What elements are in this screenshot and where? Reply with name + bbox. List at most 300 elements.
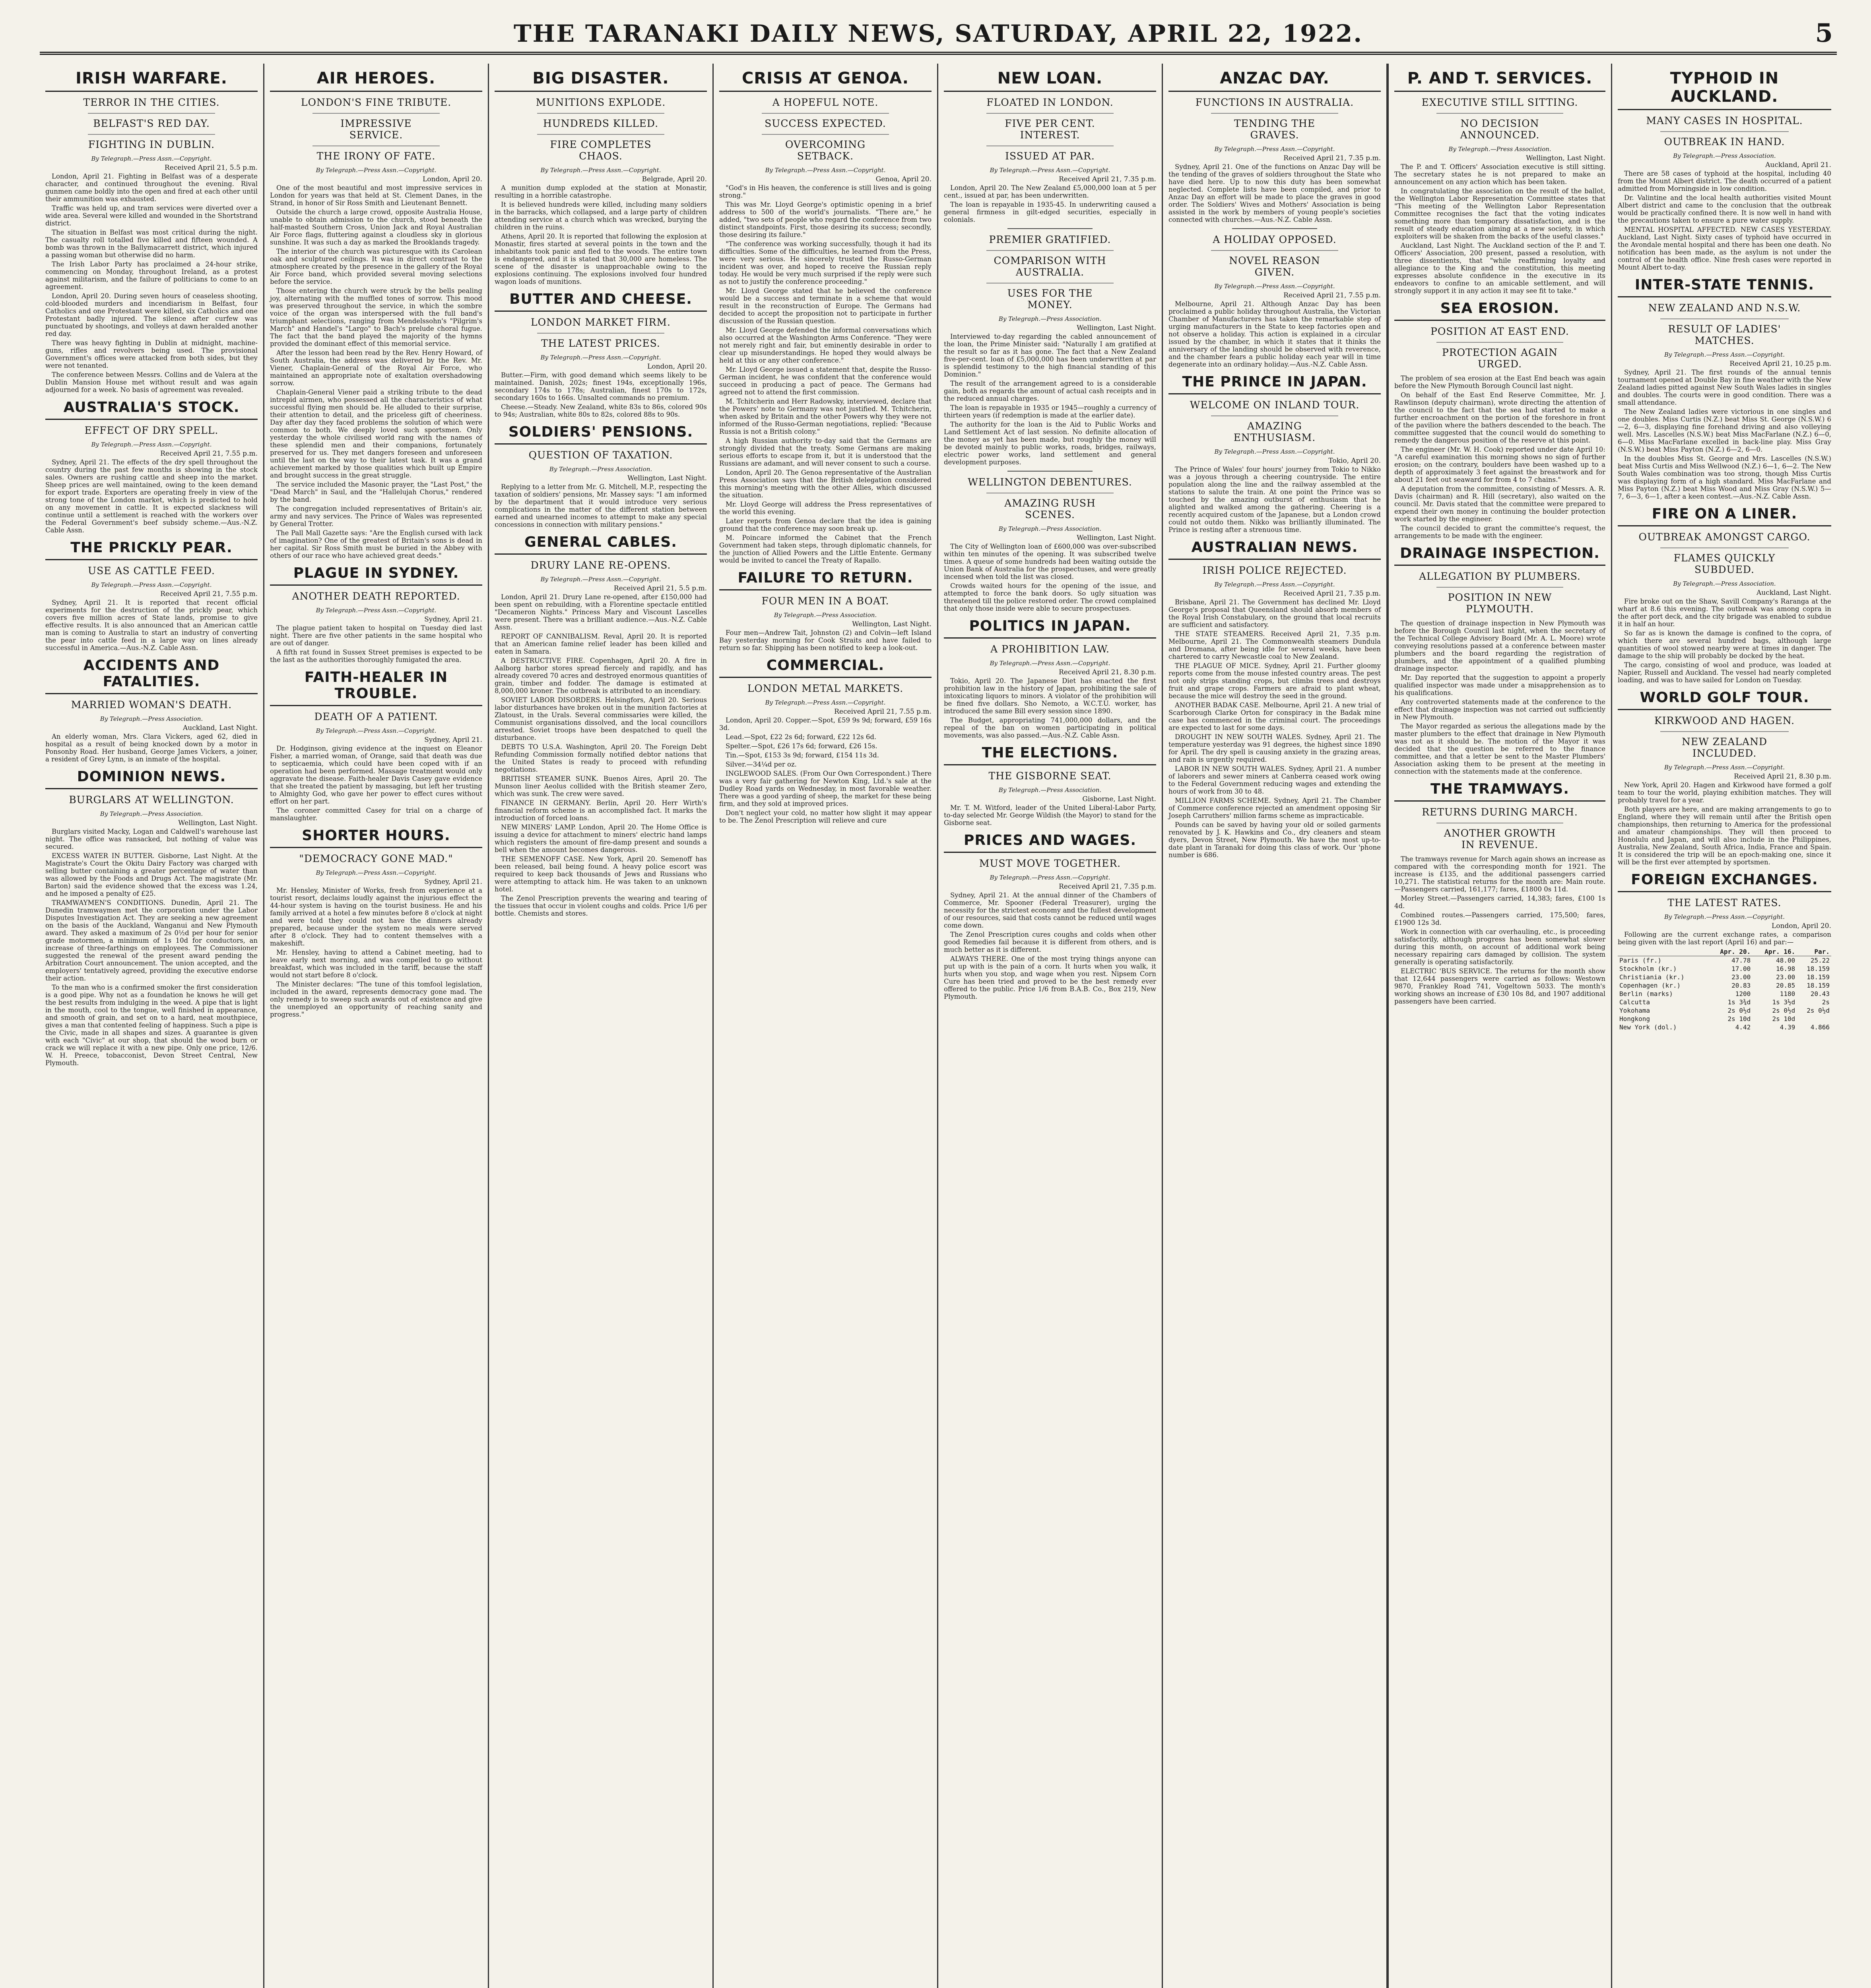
article-paragraph: To the man who is a confirmed smoker the first consideration is a good pipe. Why not as a foundation he knows he will get the best results from indulging in the weed. A pipe that is light in the mouth, cool to the tongue, well finished in appearance, and smooth of grain, and set on to a hard, neat mouthpiece, gives a man that contented feeling of happiness. Such a pipe is the Civic, made in all shapes and sizes. A guarantee is given with each "Civic" at our shop, that should the wood burn or crack we will replace it with a new pipe. Only one price, 12/6. W. H. Preece, tobacconist, Devon Street Central, New Plymouth.: [45, 984, 258, 1067]
table-cell: 4.39: [1780, 1023, 1795, 1031]
article-subheading: ANOTHER DEATH REPORTED.: [292, 590, 460, 602]
table-cell: Copenhagen (kr.): [1619, 982, 1681, 989]
article-paragraph: A high Russian authority to-day said that the Germans are strongly divided that the treaty. Some Germans are making serious efforts to escape from it, but it is understood that the Russians are adamant, and will never consent to such a course.: [719, 437, 932, 467]
article-paragraph: Dr. Valintine and the local health authorities visited Mount Albert district and came to the conclusion that the outbreak would be practically confined there. It is now well in hand with the precautions taken to ensure a pure water supply.: [1618, 194, 1831, 224]
article-subheading: OVERCOMING SETBACK.: [762, 134, 889, 162]
article-subheading: ISSUED AT PAR.: [986, 146, 1114, 162]
table-cell: Berlin (marks): [1619, 990, 1673, 998]
article: [1618, 504, 1831, 684]
article-paragraph: London, April 21. Drury Lane re-opened, after £150,000 had been spent on rebuilding, with a Florentine spectacle entitled "Decameron Nights." Princess Mary and Viscount Lascelles were present. There was a brilliant audience.—Aus.-N.Z. Cable Assn.: [495, 593, 707, 631]
article-paragraph: Replying to a letter from Mr. G. Mitchell, M.P., respecting the taxation of soldiers' pensions, Mr. Massey says: "I am informed by the department that it would introduce very serious complications in the matter of the different station between earned and unearned incomes to attempt to make any special concessions in connection with military pensions.": [495, 483, 707, 528]
article-subheading: MUST MOVE TOGETHER.: [979, 858, 1121, 869]
table-cell: Stockholm (kr.): [1619, 965, 1677, 973]
table-cell: 2s 10d: [1772, 1015, 1795, 1023]
article-paragraph: A deputation from the committee, consisting of Messrs. A. R. Davis (chairman) and R. Hill (secretary), also waited on the council. Mr. Davis stated that the committee were prepared to expend their own money in continuing the boulder protection work started by the engineer.: [1394, 485, 1605, 523]
article-headline: FIRE ON A LINER.: [1618, 504, 1831, 526]
table-cell: 17.00: [1731, 965, 1751, 973]
article-headline: THE PRICKLY PEAR.: [45, 538, 258, 560]
table-cell: Calcutta: [1619, 998, 1650, 1006]
article-paragraph: Any controverted statements made at the conference to the effect that drainage inspection was not carried out sufficiently in New Plymouth.: [1394, 698, 1605, 721]
article-paragraph: Mr. Lloyd George issued a statement that, despite the Russo-German incident, he was confident that the conference would succeed in producing a pact of peace. The Germans had agreed not to attend the first commission.: [719, 366, 932, 396]
article-dateline: Received April 21, 5.5 p.m.: [164, 164, 258, 172]
article-byline: By Telegraph.—Press Association.: [549, 466, 652, 473]
article-paragraph: The cargo, consisting of wool and produce, was loaded at Napier, Russell and Auckland. The vessel had nearly completed loading, and was to have sailed for London on Tuesday.: [1618, 661, 1831, 684]
article-paragraph: A DESTRUCTIVE FIRE. Copenhagen, April 20. A fire in Aalborg harbor stores spread fiercely and rapidly, and has already covered 70 acres and destroyed enormous quantities of grain, timber and fodder. The damage is estimated at 8,000,000 kroner. The outbreak is attributed to an incendiary.: [495, 657, 707, 695]
article-dateline: Received April 21, 7.35 p.m.: [1059, 175, 1156, 183]
article-subheading: BELFAST'S RED DAY.: [88, 113, 215, 129]
table-row: [1618, 1015, 1831, 1023]
article-subheading: NEW ZEALAND AND N.S.W.: [1648, 302, 1801, 314]
article-dateline: Received April 21, 7.35 p.m.: [1059, 883, 1156, 891]
article-paragraph: Cheese.—Steady. New Zealand, white 83s to 86s, colored 90s to 94s; Australian, white 80s to 82s, colored 88s to 90s.: [495, 403, 707, 418]
article-paragraph: The conference between Messrs. Collins and de Valera at the Dublin Mansion House met without result and was again adjourned for a week. No basis of agreement was revealed.: [45, 371, 258, 394]
article-byline: By Telegraph.—Press Assn.—Copyright.: [990, 167, 1110, 174]
table-cell: 18.159: [1807, 965, 1830, 973]
article-paragraph: A munition dump exploded at the station at Monastir, resulting in a horrible catastrophe.: [495, 184, 707, 199]
article-subheading: A PROHIBITION LAW.: [990, 643, 1110, 655]
article-dateline: Auckland, Last Night.: [182, 724, 258, 732]
article-paragraph: LABOR IN NEW SOUTH WALES. Sydney, April 21. A number of laborers and sewer miners at Canberra ceased work owing to the Federal Government reducing wages and extending the hours of work from 30 to 48.: [1168, 765, 1381, 795]
article-subheading: KIRKWOOD AND HAGEN.: [1654, 715, 1795, 726]
article-dateline: Received April 21, 7.35 p.m.: [1283, 154, 1381, 162]
article: [270, 563, 482, 664]
article-paragraph: Don't neglect your cold, no matter how slight it may appear to be. The Zenol Prescription will relieve and cure: [719, 809, 932, 824]
article-subheading: QUESTION OF TAXATION.: [528, 449, 673, 461]
article-subheading: FLAMES QUICKLY SUBDUED.: [1660, 547, 1788, 575]
article: [495, 289, 707, 418]
article-paragraph: TRAMWAYMEN'S CONDITIONS. Dunedin, April 21. The Dunedin tramwaymen met the corporation under the Labor Disputes Investigation Act. They are seeking a new agreement on the basis of the Auckland, Wanganui and New Plymouth award. They asked a maximum of 2s 0½d per hour for senior grade motormen, a minimum of 1s 10d for conductors, an increase of three-farthings on employees. The Commissioner suggested the renewal of the present award pending the Arbitration Court announcement. The union accepted, and the employers' tentatively agreed, providing the executive endorse their action.: [45, 899, 258, 982]
article-paragraph: MENTAL HOSPITAL AFFECTED. NEW CASES YESTERDAY. Auckland, Last Night. Sixty cases of typhoid have occurred in the Avondale mental hospital and there has been one death. No notification has been made, as the asylum is not under the control of the health office. Nine fresh cases were reported in Mount Albert to-day.: [1618, 226, 1831, 271]
article-dateline: Sydney, April 21.: [424, 736, 482, 744]
table-cell: New York (dol.): [1619, 1023, 1677, 1031]
article-paragraph: Chaplain-General Viener paid a striking tribute to the dead intrepid airmen, who possessed all the characteristics of what successful flying men should be. He alluded to their surprise, their attention to detail, and the priceless gift of cheeriness. Day after day they faced problems the solution of which were common to both. We deeply loved such sportsmen. Only yesterday the whole civilised world rang with the names of these splendid men and their companions, fortunately preserved for us. They met dangers foreseen and unforeseen until the last on the way to their latest task. It was a grand achievement marked by those qualities which built up Empire and brought success in the great struggle.: [270, 388, 482, 479]
article-subheading: PROTECTION AGAIN URGED.: [1436, 342, 1563, 370]
article-subheading: WELLINGTON DEBENTURES.: [968, 476, 1132, 488]
article-paragraph: The Minister declares: "The tune of this tomfool legislation, included in the award, represents democracy gone mad. The only remedy is to sweep such awards out of existence and give the unemployed an opportunity of reaching sanity and progress.": [270, 980, 482, 1018]
article-paragraph: FINANCE IN GERMANY. Berlin, April 20. Herr Wirth's financial reform scheme is an accomplished fact. It marks the introduction of forced loans.: [495, 799, 707, 822]
news-column: [1388, 64, 1612, 1988]
article-paragraph: The engineer (Mr. W. H. Cook) reported under date April 10: "A careful examination this morning shows no sign of further erosion; on the contrary, boulders have been washed up to a depth of approximately 3 feet against the breastwork and for about 21 feet out seaward for from 4 to 7 chains.": [1394, 446, 1605, 483]
article-subheading: FLOATED IN LONDON.: [986, 97, 1114, 108]
article-headline: WORLD GOLF TOUR.: [1618, 688, 1831, 710]
section-divider: [1232, 228, 1317, 229]
section-divider: [1007, 228, 1093, 229]
table-header-row: [1618, 947, 1831, 956]
article-subheading: FIGHTING IN DUBLIN.: [88, 134, 215, 150]
article-headline: CRISIS AT GENOA.: [719, 68, 932, 92]
article-byline: By Telegraph.—Press Assn.—Copyright.: [1214, 581, 1335, 588]
article-headline: SOLDIERS' PENSIONS.: [495, 422, 707, 445]
article-paragraph: Butter.—Firm, with good demand which seems likely to be maintained. Danish, 202s; finest 194s, exceptionally 196s, secondary 174s to 178s; Australian, finest 170s to 172s, secondary 160s to 166s. Unsalted commands no premium.: [495, 371, 707, 402]
article-dateline: Wellington, Last Night.: [1077, 534, 1156, 542]
article-subheading: AMAZING RUSH SCENES.: [986, 493, 1114, 520]
news-column: [938, 64, 1163, 1988]
article-subheading: PREMIER GRATIFIED.: [989, 234, 1111, 245]
section-divider: [1007, 471, 1093, 472]
article-paragraph: The service included the Masonic prayer, the "Last Post," the "Dead March" in Saul, and the "Hallelujah Chorus," rendered by the band.: [270, 481, 482, 503]
table-cell: 2s: [1822, 998, 1830, 1006]
article-paragraph: The New Zealand ladies were victorious in one singles and one doubles. Miss Curtis (N.Z.) beat Miss St. George (N.S.W.) 6—2, 6—3, displaying fine forehand driving and also volleying well. Mrs. Lascelles (N.S.W.) beat Miss MacFarlane (N.Z.) 6—0, 6—0. Miss MacFarlane excelled in back-line play. Miss Gray (N.S.W.) beat Miss Payton (N.Z.) 6—2, 6—0.: [1618, 408, 1831, 453]
article-byline: By Telegraph.—Press Assn.—Copyright.: [1214, 448, 1335, 455]
article-subheading: THE LATEST PRICES.: [537, 333, 664, 349]
article-headline: GENERAL CABLES.: [495, 532, 707, 555]
article-paragraph: Sydney, April 21. One of the functions on Anzac Day will be the tending of the graves of soldiers throughout the State who have died here. Up to now this duty has been somewhat neglected. Complete lists have been compiled, and prior to Anzac Day an effort will be made to place the graves in good order. The Soldiers' Wives and Mothers' Association is being assisted in the work by members of young people's societies connected with churches.—Aus.-N.Z. Cable Assn.: [1168, 163, 1381, 223]
article-paragraph: Combined routes.—Passengers carried, 175,500; fares, £1900 12s 3d.: [1394, 911, 1605, 926]
article-paragraph: Following are the current exchange rates, a comparison being given with the last report (April 16) and par:—: [1618, 931, 1831, 946]
article-paragraph: ALWAYS THERE. One of the most trying things anyone can put up with is the pain of a corn. It hurts when you walk, it hurts when you stop, and wage when you rest. Nipsem Corn Cure has been tried and proved to be the best remedy ever offered to the public. Price 1/6 from B.A.B. Co., Box 219, New Plymouth.: [944, 955, 1156, 1000]
article-paragraph: After the lesson had been read by the Rev. Henry Howard, of South Australia, the address was delivered by the Rev. Mr. Viener, Chaplain-General of the Royal Air Force, who maintained an appropriate note of exaltation overshadowing sorrow.: [270, 349, 482, 387]
article-paragraph: Mr. Lloyd George defended the informal conversations which also occurred at the Washington Arms Conference. "They were not merely right and fair, but eminently desirable in order to clear up misunderstandings. He hoped they would always be held at this or any other conference.": [719, 326, 932, 364]
article-paragraph: Traffic was held up, and tram services were diverted over a wide area. Several were killed and wounded in the Shortstrand district.: [45, 204, 258, 227]
article: [944, 228, 1156, 466]
news-column: [1163, 64, 1388, 1988]
article-paragraph: SOVIET LABOR DISORDERS. Helsingfors, April 20. Serious labor disturbances have broken out in the munition factories at Zlatoust, in the Urals. Several commissaries were killed, the Communist organisations dissolved, and the local councillors arrested. Soviet troops have been despatched to quell the disturbance.: [495, 696, 707, 742]
article: [1394, 68, 1605, 295]
article-paragraph: London, April 21. Fighting in Belfast was of a desperate character, and continued throughout the evening. Rival gunmen came boldly into the open and fired at each other until their ammunition was exhausted.: [45, 173, 258, 203]
article-dateline: Tokio, April 20.: [1328, 457, 1381, 465]
article: [1168, 538, 1381, 859]
article-dateline: Received April 21, 7.55 p.m.: [160, 450, 258, 458]
article-byline: By Telegraph.—Press Assn.—Copyright.: [765, 699, 886, 706]
article: [944, 831, 1156, 1000]
article-dateline: Gisborne, Last Night.: [1082, 795, 1156, 803]
article-paragraph: BRITISH STEAMER SUNK. Buenos Aires, April 20. The Munson liner Aeolus collided with the British steamer Zero, which was sunk. The crew were saved.: [495, 775, 707, 798]
table-row: [1618, 1006, 1831, 1015]
article-paragraph: There was heavy fighting in Dublin at midnight, machine-guns, rifles and revolvers being used. The provisional Government's offices were attacked from both sides, but they were not tenanted.: [45, 339, 258, 369]
article-subheading: EFFECT OF DRY SPELL.: [84, 425, 219, 436]
article-dateline: Wellington, Last Night.: [852, 620, 932, 628]
article-dateline: Wellington, Last Night.: [627, 474, 707, 482]
article-paragraph: Sydney, April 21. It is reported that recent official experiments for the destruction of the prickly pear, which covers five million acres of State lands, promise to give effective results. It is also announced that an American cattle man is coming to Australia to start an industry of converting the pear into cattle feed in a large way on lines already successful in America.—Aus.-N.Z. Cable Assn.: [45, 599, 258, 652]
article-byline: By Telegraph.—Press Assn.—Copyright.: [765, 167, 886, 174]
article-paragraph: In congratulating the association on the result of the ballot, the Wellington Labor Representation Committee states that "This meeting of the Wellington Labor Representation Committee recognises the fact that the voting indicates something more than temporary dissatisfaction, and is the result of steady education aiming at a new society, in which exploiters will be shaken from the backs of the useful classes.": [1394, 187, 1605, 240]
article-subheading: LONDON METAL MARKETS.: [747, 683, 904, 694]
article-paragraph: The Budget, appropriating 741,000,000 dollars, and the repeal of the ban on women participating in political movements, was also passed.—Aus.-N.Z. Cable Assn.: [944, 716, 1156, 739]
article: [45, 398, 258, 534]
article-paragraph: The situation in Belfast was most critical during the night. The casualty roll totalled five killed and fifteen wounded. A bomb was thrown in the Ballymacarrett district, which injured a passing woman but otherwise did no harm.: [45, 229, 258, 259]
article-paragraph: London, April 20. Copper.—Spot, £59 9s 9d; forward, £59 16s 3d.: [719, 716, 932, 732]
article-subheading: RESULT OF LADIES' MATCHES.: [1660, 318, 1788, 346]
article-paragraph: Tin.—Spot, £153 3s 9d; forward, £154 11s 3d.: [726, 751, 879, 759]
table-cell: 20.43: [1810, 990, 1830, 998]
article-paragraph: Athens, April 20. It is reported that following the explosion at Monastir, fires started at several points in the town and the inhabitants took panic and fled to the woods. The entire town is endangered, and it is stated that 30,000 are homeless. The scene of the disaster is unapproachable owing to the explosions continuing. The explosions involved four hundred wagon loads of munitions.: [495, 233, 707, 285]
table-header-cell: Apr. 16.: [1752, 947, 1797, 956]
article-paragraph: The Mayor regarded as serious the allegations made by the master plumbers to the effect that drainage in New Plymouth was not as it should be. The motion of the Mayor it was decided that the question be referred to the finance committee, and that a letter be sent to the Master Plumbers' Association asking them to be present at the meeting in connection with the statements made at the conference.: [1394, 722, 1605, 775]
article-paragraph: Lead.—Spot, £22 2s 6d; forward, £22 12s 6d.: [726, 733, 877, 741]
masthead-title: THE TARANAKI DAILY NEWS, SATURDAY, APRIL 22, 1922.: [513, 20, 1363, 48]
article-byline: By Telegraph.—Press Association.: [998, 525, 1102, 532]
table-cell: 1180: [1780, 990, 1795, 998]
article-subheading: NO DECISION ANNOUNCED.: [1436, 113, 1563, 141]
table-cell: 1s 3½d: [1772, 998, 1795, 1006]
article-headline: AUSTRALIAN NEWS.: [1168, 538, 1381, 560]
article-byline: By Telegraph.—Press Assn.—Copyright.: [91, 581, 212, 588]
article-paragraph: Interviewed to-day regarding the cabled announcement of the loan, the Prime Minister said: "Naturally I am gratified at the result so far as it has gone. The fact that a New Zealand five-per-cent. loan of £5,000,000 has been underwritten at par is splendid testimony to the high financial standing of this Dominion.": [944, 333, 1156, 378]
table-cell: 1s 3¾d: [1727, 998, 1751, 1006]
article-paragraph: Sydney, April 21. The first rounds of the annual tennis tournament opened at Double Bay in fine weather with the New Zealand ladies pitted against New South Wales ladies in singles and doubles. The courts were in good condition. There was a small attendance.: [1618, 369, 1831, 406]
article-subheading: POSITION IN NEW PLYMOUTH.: [1436, 587, 1563, 615]
article-paragraph: Mr. Lloyd George will address the Press representatives of the world this evening.: [719, 501, 932, 516]
article-subheading: MARRIED WOMAN'S DEATH.: [71, 699, 232, 711]
article-dateline: Received April 21, 7.55 p.m.: [1283, 291, 1381, 299]
article-paragraph: This was Mr. Lloyd George's optimistic opening in a brief address to 500 of the world's journalists. "There are," he added, "two sets of people who regard the conference from two distinct standpoints. First, those desiring its success; secondly, those desiring its failure.": [719, 201, 932, 239]
article-headline: ANZAC DAY.: [1168, 68, 1381, 92]
article-subheading: ALLEGATION BY PLUMBERS.: [1419, 571, 1581, 582]
article-byline: By Telegraph.—Press Assn.—Copyright.: [316, 607, 437, 614]
article: [719, 68, 932, 564]
article-paragraph: "The conference was working successfully, though it had its difficulties. Some of the difficulties, he learned from the Press, were very serious. He sincerely trusted the Russo-German incident was over, and hoped to receive the Russian reply today. He would be very much surprised if the reply were such as not to justify the conference proceeding.": [719, 240, 932, 285]
article-paragraph: M. Poincare informed the Cabinet that the French Government had taken steps, through diplomatic channels, for the junction of Allied Powers and the Little Entente. Germany would be invited to cancel the Treaty of Rapallo.: [719, 534, 932, 564]
article-paragraph: THE PLAGUE OF MICE. Sydney, April 21. Further gloomy reports come from the mouse infested country areas. The pest not only strips standing crops, but climbs trees and destroys fruit and grape crops. Farmers are afraid to plant wheat, because the mice will destroy the seed in the ground.: [1168, 662, 1381, 700]
article-dateline: Genoa, April 20.: [875, 175, 932, 183]
article-headline: FAILURE TO RETURN.: [719, 568, 932, 590]
article-paragraph: DROUGHT IN NEW SOUTH WALES. Sydney, April 21. The temperature yesterday was 91 degrees, the highest since 1890 for April. The dry spell is causing anxiety in the grazing areas, and rain is urgently required.: [1168, 733, 1381, 763]
article-paragraph: On behalf of the East End Reserve Committee, Mr. J. Rawlinson (deputy chairman), wrote directing the attention of the council to the fact that the sea had started to make a further encroachment on the portion of the foreshore in front of the pavilion where the bathers descended to the beach. The committee suggested that the council would do something to remedy the dangerous position of the reserve at this point.: [1394, 391, 1605, 444]
article-paragraph: The loan is repayable in 1935-45. In underwriting caused a general firmness in gilt-edged securities, especially in colonials.: [944, 201, 1156, 223]
article-paragraph: Outside the church a large crowd, opposite Australia House, unable to obtain admission to the church, stood beneath the half-masted Southern Cross, Union Jack and Royal Australian Air Force flags, fluttering against a cloudless sky in glorious sunshine. It was such a day as marked the Brooklands tragedy.: [270, 208, 482, 246]
article-dateline: Received April 21, 7.55 p.m.: [160, 590, 258, 598]
article: [944, 743, 1156, 827]
article: [270, 826, 482, 1018]
table-cell: Yokohama: [1619, 1007, 1650, 1014]
article-subheading: LONDON'S FINE TRIBUTE.: [301, 97, 452, 108]
article-headline: COMMERCIAL.: [719, 656, 932, 678]
article-paragraph: ANOTHER BADAK CASE. Melbourne, April 21. A new trial of Scarborough Clarke Orton for conspiracy in the Badak mine case has commenced in the criminal court. The proceedings are expected to last for some days.: [1168, 701, 1381, 732]
article-paragraph: The problem of sea erosion at the East End beach was again before the New Plymouth Borough Council last night.: [1394, 375, 1605, 390]
table-row: [1618, 965, 1831, 973]
article-headline: POLITICS IN JAPAN.: [944, 616, 1156, 639]
article-byline: By Telegraph.—Press Assn.—Copyright.: [540, 576, 661, 583]
article-paragraph: The City of Wellington loan of £600,000 was over-subscribed within ten minutes of the opening. It was subscribed twelve times. A queue of some hundreds had been waiting outside the Union Bank of Australia for the prospectuses, and were greatly incensed when told the list was closed.: [944, 543, 1156, 580]
article-subheading: FIVE PER CENT. INTEREST.: [986, 113, 1114, 141]
table-row: [1618, 998, 1831, 1006]
masthead: [40, 16, 1837, 55]
article-subheading: DEATH OF A PATIENT.: [314, 711, 438, 722]
article-headline: IRISH WARFARE.: [45, 68, 258, 92]
article-paragraph: The coroner committed Casey for trial on a charge of manslaughter.: [270, 807, 482, 822]
article-paragraph: The authority for the loan is the Aid to Public Works and Land Settlement Act of last session. No definite allocation of the money as yet has been made, but roughly the money will be devoted mainly to public works, roads, bridges, railways, electric power works, land settlement and general development purposes.: [944, 421, 1156, 466]
article: [1618, 688, 1831, 866]
article: [944, 616, 1156, 739]
article-subheading: LONDON MARKET FIRM.: [531, 316, 671, 328]
article-paragraph: Auckland, Last Night. The Auckland section of the P. and T. Officers' Association, 200 present, passed a resolution, with three dissentients, that "while reaffirming loyalty and allegiance to the King and the constitution, this meeting expresses absolute confidence in the executive in its endeavors to confine to an amicable settlement, and will strongly support it in any action it may see fit to take.": [1394, 242, 1605, 295]
article-subheading: BURGLARS AT WELLINGTON.: [69, 794, 234, 806]
article-paragraph: London, April 20. During seven hours of ceaseless shooting, cold-blooded murders and incendiarism in Belfast, four Catholics and one Protestant were killed, six Catholics and one Protestant badly injured. The silence after curfew was punctuated by shootings, and volleys at dawn heralded another red day.: [45, 292, 258, 338]
article-subheading: TENDING THE GRAVES.: [1211, 113, 1338, 141]
article-dateline: Wellington, Last Night.: [178, 819, 258, 827]
article-subheading: OUTBREAK AMONGST CARGO.: [1638, 531, 1811, 543]
article-dateline: London, April 20.: [647, 363, 707, 371]
table-header-cell: Par.: [1797, 947, 1831, 956]
article: [270, 668, 482, 822]
article-dateline: Sydney, April 21.: [424, 878, 482, 886]
article-headline: DOMINION NEWS.: [45, 767, 258, 789]
article-headline: AUSTRALIA'S STOCK.: [45, 398, 258, 420]
article-headline: NEW LOAN.: [944, 68, 1156, 92]
article-subheading: MUNITIONS EXPLODE.: [536, 97, 666, 108]
article-paragraph: Brisbane, April 21. The Government has declined Mr. Lloyd George's proposal that Queensland should absorb members of the Royal Irish Constabulary, on the ground that local recruits are sufficient and satisfactory.: [1168, 598, 1381, 629]
article-paragraph: Sydney, April 21. At the annual dinner of the Chambers of Commerce, Mr. Spooner (Federal Treasurer), urging the necessity for the strictest economy and the fullest development of our resources, said that costs cannot be reduced until wages come down.: [944, 891, 1156, 929]
article-byline: By Telegraph.—Press Assn.—Copyright.: [540, 167, 661, 174]
table-cell: Paris (fr.): [1619, 957, 1661, 964]
article-paragraph: London, April 20. The New Zealand £5,000,000 loan at 5 per cent., issued at par, has been underwritten.: [944, 184, 1156, 199]
article-paragraph: Crowds waited hours for the opening of the issue, and attempted to force the bank doors. So ugly situation was threatened till the police restored order. The crowd complained that only those inside were able to secure prospectuses.: [944, 582, 1156, 612]
article-byline: By Telegraph.—Press Association.: [100, 810, 203, 817]
article-paragraph: There are 58 cases of typhoid at the hospital, including 40 from the Mount Albert district. The death occurred of a patient admitted from Morningside in low condition.: [1618, 170, 1831, 192]
article-paragraph: THE SEMENOFF CASE. New York, April 20. Semenoff has been released, bail being found. A heavy police escort was required to keep back thousands of Jews and Russians who were attempting to attack him. He was taken to an unknown hotel.: [495, 855, 707, 893]
article-paragraph: Mr. Lloyd George stated that he believed the conference would be a success and terminate in a scheme that would result in the reconstruction of Europe. The Germans had decided to accept the proposition not to participate in further discussion of the Russian question.: [719, 287, 932, 325]
table-cell: 2s 0½d: [1727, 1007, 1751, 1014]
table-row: [1618, 981, 1831, 990]
article-headline: FAITH-HEALER IN TROUBLE.: [270, 668, 482, 706]
article-paragraph: New York, April 20. Hagen and Kirkwood have formed a golf team to tour the world, playing exhibition matches. They will probably travel for a year.: [1618, 781, 1831, 804]
article-byline: By Telegraph.—Press Assn.—Copyright.: [1214, 146, 1335, 153]
article: [1394, 299, 1605, 540]
article-byline: By Telegraph.—Press Assn.—Copyright.: [990, 874, 1110, 881]
page-number: 5: [1815, 18, 1833, 48]
article-subheading: USE AS CATTLE FEED.: [88, 565, 215, 577]
article-paragraph: The plague patient taken to hospital on Tuesday died last night. There are five other patients in the same hospital who are out of danger.: [270, 624, 482, 647]
article-paragraph: The interior of the church was picturesque with its Carolean oak and sculptured ceilings. It was in direct contrast to the atmosphere created by the presence in the gallery of the Royal Air Force band, which provided several moving selections before the service.: [270, 248, 482, 285]
article-dateline: Auckland, Last Night.: [1756, 589, 1831, 597]
table-cell: 4.42: [1735, 1023, 1751, 1031]
article-byline: By Telegraph.—Press Assn.—Copyright.: [316, 167, 437, 174]
table-cell: 23.00: [1776, 973, 1795, 981]
article-paragraph: One of the most beautiful and most impressive services in London for years was that held at St. Clement Danes, in the Strand, in honor of Sir Ross Smith and Lieutenant Bennett.: [270, 184, 482, 207]
article-subheading: POSITION AT EAST END.: [1430, 326, 1569, 337]
article-byline: By Telegraph.—Press Assn.—Copyright.: [316, 727, 437, 734]
news-column: [714, 64, 938, 1988]
article-paragraph: Mr. Hensley, having to attend a Cabinet meeting, had to leave early next morning, and was compelled to go without breakfast, which was included in the tariff, because the staff would not start before 8 o'clock.: [270, 949, 482, 979]
article: [1618, 275, 1831, 500]
article-headline: THE TRAMWAYS.: [1394, 779, 1605, 802]
article-headline: ACCIDENTS AND FATALITIES.: [45, 656, 258, 694]
article: [495, 532, 707, 917]
article-paragraph: Later reports from Genoa declare that the idea is gaining ground that the conference may soon break up.: [719, 517, 932, 532]
article-headline: P. AND T. SERVICES.: [1394, 68, 1605, 92]
article-dateline: Wellington, Last Night.: [1077, 324, 1156, 332]
article-paragraph: THE STATE STEAMERS. Received April 21, 7.35 p.m. Melbourne, April 21. The Commonwealth steamers Dundula and Dromana, after being idle for several weeks, have been chartered to carry Newcastle coal to New Zealand.: [1168, 630, 1381, 660]
article-headline: THE ELECTIONS.: [944, 743, 1156, 765]
article-paragraph: M. Tchitcherin and Herr Radowsky, interviewed, declare that the Powers' note to Germany was not justified. M. Tchitcherin, when asked by Britain and the other Powers why they were not informed of the Russo-German negotiations, replied: "Because Russia is not a British colony.": [719, 398, 932, 435]
article-paragraph: The question of drainage inspection in New Plymouth was before the Borough Council last night, when the secretary of the Technical College Advisory Board (Mr. A. L. Moore) wrote conveying resolutions passed at a conference between master plumbers and the board regarding the registration of plumbers, and the appointment of a qualified plumbing drainage inspector.: [1394, 619, 1605, 672]
article-dateline: London, April 20.: [1772, 922, 1831, 930]
news-column: [264, 64, 489, 1988]
article-paragraph: Mr. Day reported that the suggestion to appoint a properly qualified inspector was made under a misapprehension as to his qualifications.: [1394, 674, 1605, 697]
article-byline: By Telegraph.—Press Association.: [998, 786, 1102, 794]
article-subheading: A HOLIDAY OPPOSED.: [1213, 234, 1337, 245]
article-byline: By Telegraph.—Press Assn.—Copyright.: [91, 441, 212, 448]
article-paragraph: Morley Street.—Passengers carried, 14,383; fares, £100 1s 4d.: [1394, 895, 1605, 910]
article-paragraph: EXCESS WATER IN BUTTER. Gisborne, Last Night. At the Magistrate's Court the Okitu Dairy Factory was charged with selling butter containing a greater percentage of water than was allowed by the Foods and Drugs Act. The magistrate (Mr. Barton) said the evidence showed that the excess was 1.24, and he imposed a penalty of £25.: [45, 852, 258, 897]
columns-container: [40, 64, 1837, 1988]
article-paragraph: Pounds can be saved by having your old or soiled garments renovated by J. K. Hawkins and Co., dry cleaners and steam dyers, Devon Street, New Plymouth. We have the most up-to-date plant in Taranaki for doing this class of work. Our 'phone number is 686.: [1168, 821, 1381, 859]
article: [1618, 870, 1831, 1031]
article-byline: By Telegraph.—Press Assn.—Copyright.: [1214, 283, 1335, 290]
article-paragraph: Those entering the church were struck by the bells pealing joy, alternating with the muffled tones of sorrow. This mood was preserved throughout the service, in which the sombre voice of the organ was interspersed with the full band's triumphant selections, ranging from Mendelssohn's "Pilgrim's March" and Handel's "Largo" to Bach's prelude choral fugue. The fact that the band played the majority of the hymns provided the dominant effect of this memorial service.: [270, 287, 482, 348]
article-paragraph: The P. and T. Officers' Association executive is still sitting. The secretary states he is not prepared to make an announcement on any action which has been taken.: [1394, 163, 1605, 186]
article-paragraph: "God's in His heaven, the conference is still lives and is going strong.": [719, 184, 932, 199]
article-subheading: RETURNS DURING MARCH.: [1422, 806, 1578, 818]
article-paragraph: DEBTS TO U.S.A. Washington, April 20. The Foreign Debt Refunding Commission formally notified debtor nations that the United States is ready to proceed with refunding negotiations.: [495, 743, 707, 773]
article-paragraph: Mr. T. M. Witford, leader of the United Liberal-Labor Party, to-day selected Mr. George Wildish (the Mayor) to stand for the Gisborne seat.: [944, 804, 1156, 827]
table-cell: 2s 0½d: [1772, 1007, 1795, 1014]
article-byline: By Telegraph.—Press Assn.—Copyright.: [1664, 913, 1785, 920]
article-dateline: Received April 21, 8.30 p.m.: [1734, 773, 1831, 780]
article-subheading: THE GISBORNE SEAT.: [988, 770, 1112, 782]
table-cell: 2s 10d: [1727, 1015, 1751, 1023]
table-cell: 2s 0½d: [1807, 1007, 1830, 1014]
article-byline: By Telegraph.—Press Assn.—Copyright.: [91, 155, 212, 162]
article-paragraph: The result of the arrangement agreed to is a considerable gain, both as regards the amount of actual cash receipts and in the reduced annual charges.: [944, 380, 1156, 402]
article-subheading: IMPRESSIVE SERVICE.: [312, 113, 440, 141]
article-byline: By Telegraph.—Press Association.: [100, 715, 203, 722]
article-headline: SHORTER HOURS.: [270, 826, 482, 848]
table-cell: 16.98: [1776, 965, 1795, 973]
article-paragraph: The loan is repayable in 1935 or 1945—roughly a currency of thirteen years (if redemption is made at the earlier date).: [944, 404, 1156, 419]
article-paragraph: Work in connection with car overhauling, etc., is proceeding satisfactorily, although progress has been somewhat slower during this month, on account of additional work being necessary repairing cars damaged by collision. The system generally is operating satisfactorily.: [1394, 928, 1605, 966]
article-subheading: SUCCESS EXPECTED.: [762, 113, 889, 129]
table-cell: 18.159: [1807, 982, 1830, 989]
article-paragraph: Silver.—34¼d per oz.: [726, 761, 797, 768]
article-subheading: THE LATEST RATES.: [1667, 897, 1782, 909]
article-headline: THE PRINCE IN JAPAN.: [1168, 372, 1381, 394]
article-headline: DRAINAGE INSPECTION.: [1394, 544, 1605, 566]
article-paragraph: ELECTRIC 'BUS SERVICE. The returns for the month show that 12,644 passengers were carried as follows: Westown 9870, Frankley Road 741, Vogeltown 5033. The month's working shows an increase of £30 10s 8d, and 1907 additional passengers have been carried.: [1394, 967, 1605, 1005]
article-subheading: NEW ZEALAND INCLUDED.: [1660, 731, 1788, 759]
article-headline: INTER-STATE TENNIS.: [1618, 275, 1831, 297]
article-paragraph: So far as is known the damage is confined to the copra, of which there are several hundred bags, although large quantities of wool stowed nearby were at times in danger. The damage to the ship will probably be docked by the heat.: [1618, 629, 1831, 660]
article-subheading: IRISH POLICE REJECTED.: [1202, 565, 1347, 576]
article: [944, 68, 1156, 223]
article-dateline: Received April 21, 8.30 p.m.: [1059, 668, 1156, 676]
article-subheading: COMPARISON WITH AUSTRALIA.: [986, 250, 1114, 278]
article-subheading: WELCOME ON INLAND TOUR.: [1190, 399, 1360, 411]
table-header-cell: Apr. 20.: [1708, 947, 1752, 956]
article: [1394, 779, 1605, 1005]
article-subheading: EXECUTIVE STILL SITTING.: [1421, 97, 1578, 108]
table-cell: 4.866: [1810, 1023, 1830, 1031]
article-headline: BUTTER AND CHEESE.: [495, 289, 707, 312]
article: [495, 68, 707, 285]
article-subheading: FIRE COMPLETES CHAOS.: [537, 134, 664, 162]
article-paragraph: An elderly woman, Mrs. Clara Vickers, aged 62, died in hospital as a result of being knocked down by a motor in Ponsonby Road. Her husband, George James Vickers, a joiner, a resident of Grey Lynn, is an inmate of the hospital.: [45, 733, 258, 763]
article-dateline: Auckland, April 21.: [1765, 161, 1831, 169]
article-paragraph: REPORT OF CANNIBALISM. Reval, April 20. It is reported that an American famine relief leader has been killed and eaten in Samara.: [495, 633, 707, 655]
article-paragraph: Fire broke out on the Shaw, Savill Company's Raranga at the wharf at 8.6 this evening. The outbreak was among copra in the after port deck, and the city brigade was enabled to subdue it in half an hour.: [1618, 598, 1831, 628]
article-dateline: Received April 21, 5.5 p.m.: [613, 584, 707, 592]
article-dateline: London, April 20.: [423, 175, 482, 183]
article-byline: By Telegraph.—Press Assn.—Copyright.: [316, 869, 437, 876]
article-headline: PRICES AND WAGES.: [944, 831, 1156, 853]
article-byline: By Telegraph.—Press Association.: [1448, 146, 1551, 153]
table-cell: Hongkong: [1619, 1015, 1650, 1023]
article-byline: By Telegraph.—Press Assn.—Copyright.: [990, 660, 1110, 667]
exchange-rates-table: [1618, 947, 1831, 1031]
article-subheading: FOUR MEN IN A BOAT.: [761, 595, 889, 607]
article-byline: By Telegraph.—Press Association.: [1673, 152, 1776, 159]
article-byline: By Telegraph.—Press Assn.—Copyright.: [1664, 351, 1785, 358]
article-paragraph: The Irish Labor Party has proclaimed a 24-hour strike, commencing on Monday, throughout Ireland, as a protest against militarism, and the failure of politicians to come to an agreement.: [45, 260, 258, 291]
article-headline: PLAGUE IN SYDNEY.: [270, 563, 482, 586]
article: [1618, 68, 1831, 271]
table-row: [1618, 1023, 1831, 1031]
article-subheading: ANOTHER GROWTH IN REVENUE.: [1436, 823, 1563, 850]
article-headline: FOREIGN EXCHANGES.: [1618, 870, 1831, 892]
article-paragraph: Four men—Andrew Tait, Johnston (2) and Colvin—left Island Bay yesterday morning for Cook Straits and have failed to return so far. Shipping has been notified to keep a look-out.: [719, 629, 932, 652]
article: [45, 656, 258, 763]
article-paragraph: The congregation included representatives of Britain's air, army and navy services. The Prince of Wales was represented by General Trotter.: [270, 505, 482, 528]
